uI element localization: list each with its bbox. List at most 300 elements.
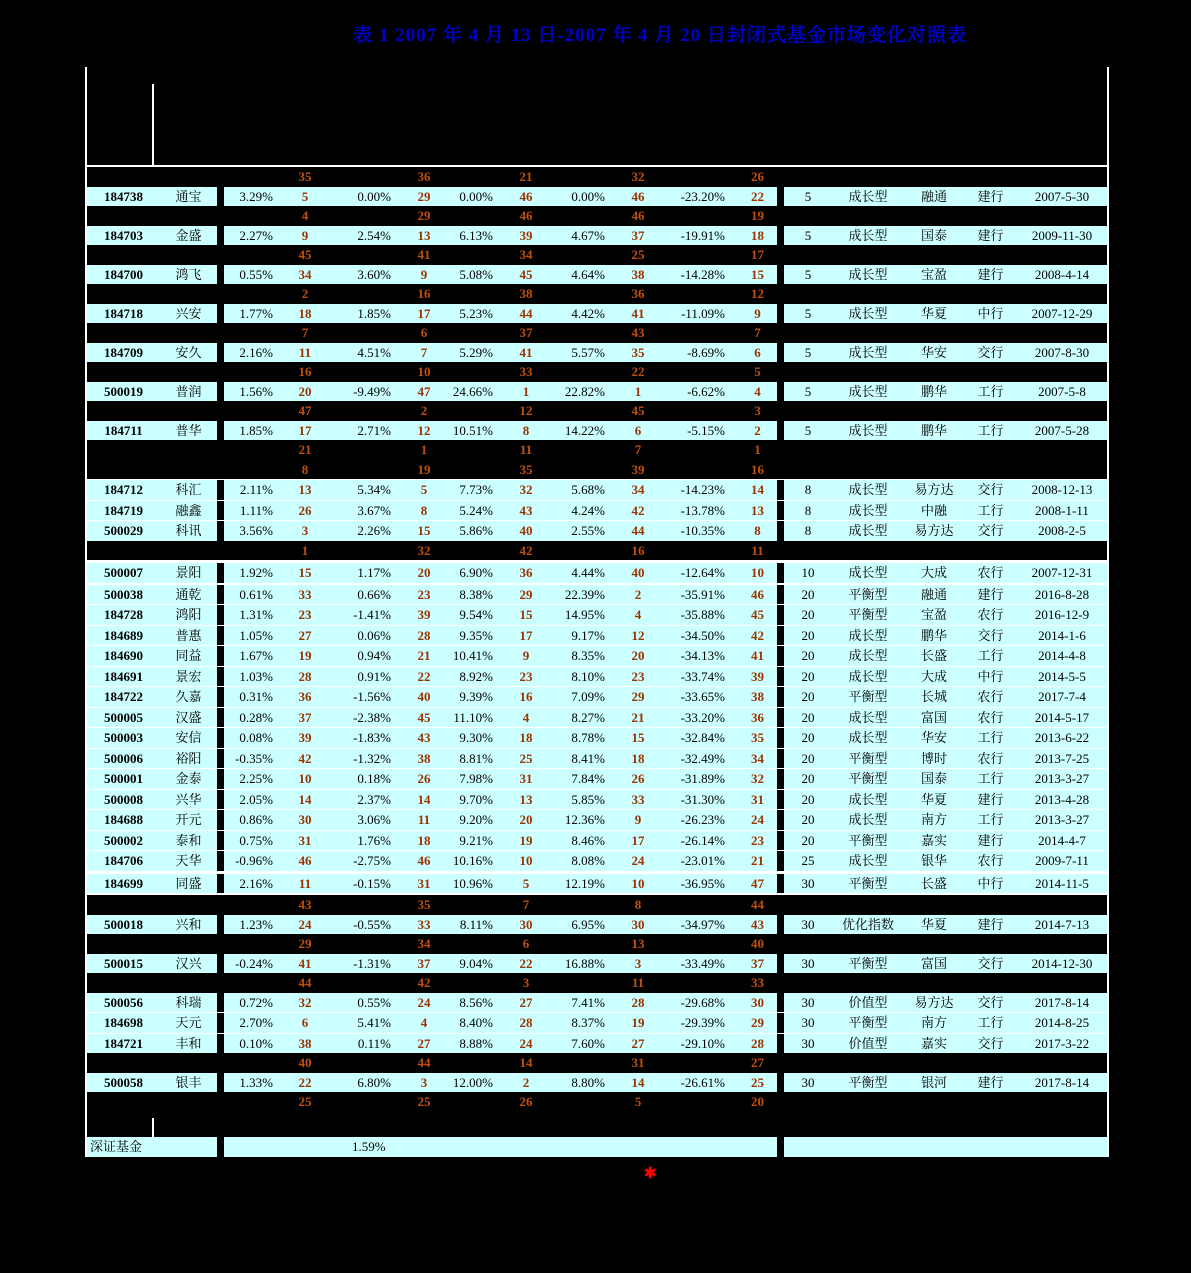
return-pct-cell: -0.35% bbox=[235, 750, 273, 766]
fund-name-cell: 景宏 bbox=[175, 668, 202, 684]
return-pct-cell: 7.60% bbox=[571, 1035, 605, 1051]
rank-separator-row bbox=[87, 1092, 1107, 1112]
rank-cell: 22 bbox=[298, 1074, 312, 1090]
return-pct-cell: -8.69% bbox=[687, 344, 725, 360]
return-pct-cell: -36.95% bbox=[680, 875, 725, 891]
column-divider bbox=[217, 460, 224, 480]
fund-company-cell: 融通 bbox=[920, 188, 947, 204]
return-pct-cell bbox=[444, 401, 506, 421]
fund-row bbox=[87, 830, 1107, 851]
rank-cell: 15 bbox=[298, 565, 312, 580]
return-pct-cell: 9.54% bbox=[459, 607, 493, 622]
fund-row bbox=[87, 500, 1107, 521]
return-pct-cell bbox=[224, 440, 286, 460]
rank-cell: 13 bbox=[417, 227, 431, 243]
rank-cell: 9 bbox=[522, 648, 530, 663]
rank-cell: 6 bbox=[420, 325, 428, 340]
rank-cell: 18 bbox=[631, 750, 645, 766]
rank-cell: 24 bbox=[298, 916, 312, 932]
return-pct-cell: 5.08% bbox=[459, 266, 493, 282]
column-divider bbox=[217, 851, 224, 871]
rank-cell: 27 bbox=[519, 994, 533, 1010]
fund-code-cell: 500003 bbox=[104, 730, 143, 745]
return-pct-cell: -10.35% bbox=[680, 523, 725, 538]
return-pct-cell: -26.61% bbox=[680, 1074, 725, 1090]
bank-cell: 工行 bbox=[977, 771, 1004, 786]
fund-count-cell: 8 bbox=[804, 502, 812, 518]
fund-code-cell: 184712 bbox=[104, 482, 143, 497]
return-pct-cell: 5.85% bbox=[571, 791, 605, 807]
rank-cell: 4 bbox=[634, 607, 642, 622]
date-cell bbox=[1017, 245, 1107, 265]
fund-name-cell bbox=[160, 460, 217, 480]
rank-cell: 42 bbox=[298, 750, 312, 766]
rank-cell: 10 bbox=[631, 875, 645, 891]
rank-cell: 2 bbox=[634, 586, 642, 602]
fund-name-cell bbox=[160, 440, 217, 460]
return-pct-cell: -31.30% bbox=[680, 791, 725, 807]
bank-cell bbox=[964, 1053, 1017, 1073]
return-pct-cell: 8.88% bbox=[459, 1035, 493, 1051]
fund-name-cell: 丰和 bbox=[175, 1035, 202, 1051]
fund-name-cell bbox=[160, 934, 217, 954]
return-pct-cell: 0.31% bbox=[239, 689, 273, 704]
fund-count-cell: 5 bbox=[804, 188, 812, 204]
fund-row bbox=[87, 850, 1107, 871]
fund-type-cell: 价值型 bbox=[848, 1035, 888, 1051]
return-pct-cell: -34.13% bbox=[680, 648, 725, 663]
bank-cell bbox=[964, 895, 1017, 915]
column-divider bbox=[217, 585, 224, 605]
rank-cell: 20 bbox=[298, 383, 312, 399]
fund-count-cell bbox=[784, 167, 832, 187]
return-pct-cell bbox=[658, 245, 738, 265]
fund-company-cell bbox=[904, 1053, 964, 1073]
rank-cell: 27 bbox=[751, 1055, 764, 1070]
rank-cell: 12 bbox=[417, 422, 431, 438]
fund-company-cell: 南方 bbox=[920, 1015, 947, 1030]
rank-cell: 37 bbox=[417, 955, 431, 971]
fund-code-cell bbox=[87, 206, 160, 226]
return-pct-cell: 8.46% bbox=[571, 832, 605, 848]
rank-cell: 40 bbox=[751, 936, 764, 951]
fund-type-cell: 成长型 bbox=[848, 502, 888, 518]
date-cell: 2013-4-28 bbox=[1034, 791, 1090, 807]
rank-separator-row bbox=[87, 323, 1107, 343]
bank-cell: 农行 bbox=[977, 853, 1004, 868]
return-pct-cell: 0.55% bbox=[357, 994, 391, 1010]
column-divider bbox=[217, 626, 224, 646]
rank-cell: 1 bbox=[522, 383, 530, 399]
fund-name-cell: 鸿阳 bbox=[175, 607, 202, 622]
fund-code-cell: 500015 bbox=[104, 955, 143, 971]
column-divider bbox=[217, 708, 224, 728]
fund-type-cell: 成长型 bbox=[848, 482, 888, 497]
fund-count-cell: 20 bbox=[801, 689, 815, 704]
rank-cell: 33 bbox=[519, 364, 533, 379]
return-pct-cell: 8.78% bbox=[571, 730, 605, 745]
date-cell bbox=[1017, 167, 1107, 187]
fund-code-cell: 184700 bbox=[104, 266, 143, 282]
rank-cell: 13 bbox=[751, 502, 764, 518]
return-pct-cell: 9.35% bbox=[459, 627, 493, 643]
page-title: 表 1 2007 年 4 月 13 日-2007 年 4 月 20 日封闭式基金市场变化对照表 bbox=[353, 25, 967, 46]
return-pct-cell: 9.17% bbox=[571, 627, 605, 643]
fund-company-cell bbox=[904, 1092, 964, 1112]
return-pct-cell: -0.96% bbox=[235, 853, 273, 868]
fund-count-cell: 20 bbox=[801, 791, 815, 807]
column-divider bbox=[777, 1053, 784, 1073]
fund-name-cell: 天华 bbox=[175, 853, 202, 868]
return-pct-cell bbox=[224, 401, 286, 421]
fund-company-cell: 宝盈 bbox=[920, 607, 947, 622]
return-pct-cell bbox=[658, 440, 738, 460]
return-pct-cell: 1.23% bbox=[239, 916, 273, 932]
rank-cell: 32 bbox=[751, 771, 764, 786]
fund-type-cell bbox=[832, 440, 904, 460]
bank-cell: 工行 bbox=[977, 1015, 1004, 1030]
fund-row bbox=[87, 809, 1107, 830]
rank-cell: 43 bbox=[417, 730, 431, 745]
bank-cell bbox=[964, 440, 1017, 460]
fund-code-cell: 184691 bbox=[104, 668, 143, 684]
return-pct-cell: 2.71% bbox=[357, 422, 391, 438]
rank-cell: 11 bbox=[298, 344, 312, 360]
date-cell: 2016-8-28 bbox=[1034, 586, 1090, 602]
fund-type-cell: 成长型 bbox=[848, 344, 888, 360]
rank-cell: 44 bbox=[631, 523, 645, 538]
return-pct-cell: 6.95% bbox=[571, 916, 605, 932]
rank-cell: 21 bbox=[519, 169, 533, 184]
rank-cell: 26 bbox=[417, 771, 431, 786]
fund-row bbox=[87, 520, 1107, 541]
return-pct-cell: 12.00% bbox=[452, 1074, 493, 1090]
return-pct-cell: -26.14% bbox=[680, 832, 725, 848]
return-pct-cell: 0.18% bbox=[357, 771, 391, 786]
column-divider bbox=[777, 646, 784, 666]
return-pct-cell: 9.70% bbox=[459, 791, 493, 807]
column-divider bbox=[217, 1137, 224, 1157]
rank-cell: 9 bbox=[754, 305, 761, 321]
rank-cell: 21 bbox=[631, 709, 645, 725]
rank-cell: 21 bbox=[751, 853, 764, 868]
return-pct-cell bbox=[546, 167, 618, 187]
fund-code-cell: 184688 bbox=[104, 812, 143, 827]
fund-count-cell: 20 bbox=[801, 627, 815, 643]
return-pct-cell: 5.23% bbox=[459, 305, 493, 321]
column-divider bbox=[777, 954, 784, 974]
rank-separator-row bbox=[87, 401, 1107, 421]
fund-type-cell: 优化指数 bbox=[841, 916, 894, 932]
fund-count-cell: 30 bbox=[801, 1074, 815, 1090]
fund-company-cell bbox=[904, 284, 964, 304]
fund-company-cell: 易方达 bbox=[914, 523, 954, 538]
column-divider bbox=[777, 626, 784, 646]
rank-cell: 30 bbox=[631, 916, 645, 932]
fund-name-cell bbox=[160, 1053, 217, 1073]
rank-cell: 44 bbox=[751, 897, 764, 912]
summary-value: 1.59% bbox=[224, 1137, 777, 1157]
fund-name-cell: 金泰 bbox=[175, 771, 202, 786]
fund-count-cell bbox=[784, 1053, 832, 1073]
strip-column-divider bbox=[152, 1118, 154, 1137]
fund-name-cell: 普润 bbox=[175, 383, 202, 399]
return-pct-cell: -23.01% bbox=[680, 853, 725, 868]
fund-company-cell bbox=[904, 973, 964, 993]
date-cell: 2013-3-27 bbox=[1034, 812, 1090, 827]
rank-cell: 29 bbox=[631, 689, 645, 704]
fund-code-cell: 500019 bbox=[104, 383, 143, 399]
rank-cell: 46 bbox=[631, 188, 645, 204]
rank-cell: 2 bbox=[301, 286, 309, 301]
column-divider bbox=[777, 541, 784, 561]
date-cell bbox=[1017, 401, 1107, 421]
rank-cell: 17 bbox=[751, 247, 764, 262]
return-pct-cell: 5.34% bbox=[357, 482, 391, 497]
column-divider bbox=[777, 343, 784, 363]
fund-type-cell: 成长型 bbox=[848, 853, 888, 868]
fund-type-cell: 平衡型 bbox=[848, 955, 888, 971]
rank-cell: 14 bbox=[519, 1055, 533, 1070]
rank-cell: 24 bbox=[751, 812, 764, 827]
fund-type-cell: 成长型 bbox=[848, 422, 888, 438]
return-pct-cell bbox=[444, 541, 506, 561]
rank-cell: 3 bbox=[634, 955, 642, 971]
return-pct-cell: -0.24% bbox=[235, 955, 273, 971]
fund-code-cell: 500002 bbox=[104, 832, 143, 848]
return-pct-cell: 8.38% bbox=[459, 586, 493, 602]
rank-cell: 12 bbox=[631, 627, 645, 643]
return-pct-cell bbox=[546, 1092, 618, 1112]
fund-row bbox=[87, 1033, 1107, 1054]
rank-cell: 5 bbox=[420, 482, 428, 497]
fund-code-cell bbox=[87, 284, 160, 304]
return-pct-cell bbox=[444, 934, 506, 954]
rank-cell: 8 bbox=[522, 422, 530, 438]
return-pct-cell bbox=[546, 245, 618, 265]
fund-code-cell: 500058 bbox=[104, 1074, 143, 1090]
column-divider bbox=[777, 401, 784, 421]
column-divider bbox=[217, 749, 224, 769]
return-pct-cell: 3.06% bbox=[357, 812, 391, 827]
bank-cell bbox=[964, 167, 1017, 187]
fund-name-cell: 裕阳 bbox=[175, 750, 202, 766]
fund-type-cell: 成长型 bbox=[848, 383, 888, 399]
column-divider bbox=[777, 973, 784, 993]
date-cell: 2014-7-13 bbox=[1034, 916, 1090, 932]
fund-count-cell bbox=[784, 541, 832, 561]
return-pct-cell: 2.16% bbox=[239, 344, 273, 360]
rank-cell: 15 bbox=[417, 523, 431, 538]
rank-cell: 31 bbox=[519, 771, 533, 786]
return-pct-cell bbox=[224, 895, 286, 915]
return-pct-cell: 0.61% bbox=[239, 586, 273, 602]
date-cell: 2008-12-13 bbox=[1031, 482, 1093, 497]
date-cell: 2007-5-30 bbox=[1034, 188, 1090, 204]
rank-cell: 47 bbox=[417, 383, 431, 399]
rank-cell: 19 bbox=[751, 208, 764, 223]
rank-cell: 36 bbox=[751, 709, 764, 725]
bank-cell bbox=[964, 245, 1017, 265]
fund-row bbox=[87, 343, 1107, 363]
fund-row bbox=[87, 707, 1107, 728]
column-divider bbox=[777, 895, 784, 915]
fund-code-cell bbox=[87, 167, 160, 187]
rank-cell: 34 bbox=[519, 247, 533, 262]
rank-cell: 20 bbox=[417, 565, 431, 580]
fund-name-cell: 通乾 bbox=[175, 586, 202, 602]
rank-cell: 31 bbox=[298, 832, 312, 848]
return-pct-cell: -0.55% bbox=[353, 916, 391, 932]
fund-code-cell: 500056 bbox=[104, 994, 143, 1010]
return-pct-cell: 8.08% bbox=[571, 853, 605, 868]
fund-name-cell bbox=[160, 206, 217, 226]
fund-type-cell: 成长型 bbox=[848, 565, 888, 580]
rank-cell: 25 bbox=[631, 247, 645, 262]
return-pct-cell: -35.91% bbox=[680, 586, 725, 602]
column-divider bbox=[217, 226, 224, 246]
fund-code-cell bbox=[87, 401, 160, 421]
column-divider bbox=[217, 1013, 224, 1033]
column-divider bbox=[777, 831, 784, 851]
fund-count-cell: 8 bbox=[804, 523, 812, 538]
return-pct-cell: 4.51% bbox=[357, 344, 391, 360]
fund-company-cell bbox=[904, 934, 964, 954]
fund-code-cell: 184699 bbox=[104, 875, 143, 891]
return-pct-cell: -0.15% bbox=[353, 875, 391, 891]
rank-cell: 33 bbox=[298, 586, 312, 602]
rank-cell: 16 bbox=[519, 689, 533, 704]
column-divider bbox=[217, 284, 224, 304]
date-cell: 2008-4-14 bbox=[1034, 266, 1090, 282]
fund-company-cell bbox=[904, 440, 964, 460]
return-pct-cell bbox=[224, 973, 286, 993]
fund-type-cell bbox=[832, 245, 904, 265]
return-pct-cell: 0.86% bbox=[239, 812, 273, 827]
return-pct-cell: 0.75% bbox=[239, 832, 273, 848]
rank-separator-row bbox=[87, 460, 1107, 480]
fund-name-cell: 科瑞 bbox=[175, 994, 202, 1010]
return-pct-cell: 8.27% bbox=[571, 709, 605, 725]
rank-cell: 36 bbox=[519, 565, 533, 580]
column-divider bbox=[217, 874, 224, 894]
rank-cell: 16 bbox=[417, 286, 431, 301]
column-divider bbox=[217, 245, 224, 265]
return-pct-cell: -32.49% bbox=[680, 750, 725, 766]
fund-company-cell bbox=[904, 460, 964, 480]
fund-type-cell: 平衡型 bbox=[848, 607, 888, 622]
return-pct-cell: 0.94% bbox=[357, 648, 391, 663]
column-divider bbox=[217, 541, 224, 561]
rank-separator-row bbox=[87, 541, 1107, 561]
return-pct-cell: 2.16% bbox=[239, 875, 273, 891]
date-cell: 2016-12-9 bbox=[1034, 607, 1090, 622]
fund-row bbox=[87, 645, 1107, 666]
column-divider bbox=[217, 167, 224, 187]
return-pct-cell: -2.75% bbox=[353, 853, 391, 868]
date-cell bbox=[1017, 1092, 1107, 1112]
fund-type-cell bbox=[832, 362, 904, 382]
fund-code-cell: 500029 bbox=[104, 523, 143, 538]
bank-cell bbox=[964, 206, 1017, 226]
rank-separator-row bbox=[87, 245, 1107, 265]
rank-cell: 43 bbox=[631, 325, 645, 340]
column-divider bbox=[217, 728, 224, 748]
return-pct-cell bbox=[324, 401, 404, 421]
rank-cell: 33 bbox=[631, 791, 645, 807]
column-divider bbox=[217, 687, 224, 707]
date-cell: 2014-1-6 bbox=[1038, 627, 1086, 643]
fund-company-cell: 长盛 bbox=[920, 875, 947, 891]
fund-row bbox=[87, 727, 1107, 748]
fund-count-cell bbox=[784, 206, 832, 226]
rank-cell: 7 bbox=[754, 325, 761, 340]
rank-cell: 45 bbox=[631, 403, 645, 418]
bank-cell: 工行 bbox=[977, 422, 1004, 438]
rank-cell: 41 bbox=[519, 344, 533, 360]
rank-cell: 18 bbox=[417, 832, 431, 848]
summary-empty-cell bbox=[784, 1137, 1107, 1157]
return-pct-cell bbox=[658, 1092, 738, 1112]
return-pct-cell: 7.98% bbox=[459, 771, 493, 786]
fund-company-cell: 鹏华 bbox=[920, 383, 947, 399]
date-cell: 2017-8-14 bbox=[1034, 994, 1090, 1010]
fund-code-cell bbox=[87, 362, 160, 382]
fund-type-cell: 成长型 bbox=[848, 791, 888, 807]
bank-cell bbox=[964, 401, 1017, 421]
fund-company-cell: 宝盈 bbox=[920, 266, 947, 282]
fund-type-cell: 平衡型 bbox=[848, 750, 888, 766]
fund-row bbox=[87, 382, 1107, 402]
rank-cell: 24 bbox=[519, 1035, 533, 1051]
fund-count-cell: 20 bbox=[801, 648, 815, 663]
return-pct-cell bbox=[224, 206, 286, 226]
column-divider bbox=[777, 915, 784, 935]
fund-type-cell: 平衡型 bbox=[848, 771, 888, 786]
return-pct-cell: 3.29% bbox=[239, 188, 273, 204]
return-pct-cell: 4.64% bbox=[571, 266, 605, 282]
rank-cell: 3 bbox=[301, 523, 309, 538]
return-pct-cell: 24.66% bbox=[452, 383, 493, 399]
fund-company-cell: 富国 bbox=[920, 709, 947, 725]
fund-company-cell bbox=[904, 362, 964, 382]
date-cell: 2014-4-8 bbox=[1038, 648, 1086, 663]
fund-company-cell: 银河 bbox=[920, 1074, 947, 1090]
rank-cell: 46 bbox=[519, 208, 533, 223]
column-divider bbox=[777, 245, 784, 265]
rank-cell: 33 bbox=[751, 975, 764, 990]
return-pct-cell: 8.40% bbox=[459, 1015, 493, 1030]
return-pct-cell bbox=[324, 245, 404, 265]
return-pct-cell: 8.56% bbox=[459, 994, 493, 1010]
rank-cell: 10 bbox=[417, 364, 431, 379]
rank-cell: 41 bbox=[417, 247, 431, 262]
bank-cell: 交行 bbox=[977, 523, 1004, 538]
return-pct-cell bbox=[224, 1092, 286, 1112]
column-divider bbox=[217, 304, 224, 324]
fund-row bbox=[87, 789, 1107, 810]
date-cell: 2013-3-27 bbox=[1034, 771, 1090, 786]
rank-cell: 13 bbox=[631, 936, 645, 951]
rank-cell: 1 bbox=[754, 442, 761, 457]
rank-cell: 41 bbox=[298, 955, 312, 971]
return-pct-cell: -14.23% bbox=[680, 482, 725, 497]
rank-separator-row bbox=[87, 440, 1107, 460]
rank-cell: 46 bbox=[631, 208, 645, 223]
rank-cell: 24 bbox=[631, 853, 645, 868]
fund-row bbox=[87, 871, 1107, 894]
fund-count-cell: 5 bbox=[804, 383, 812, 399]
